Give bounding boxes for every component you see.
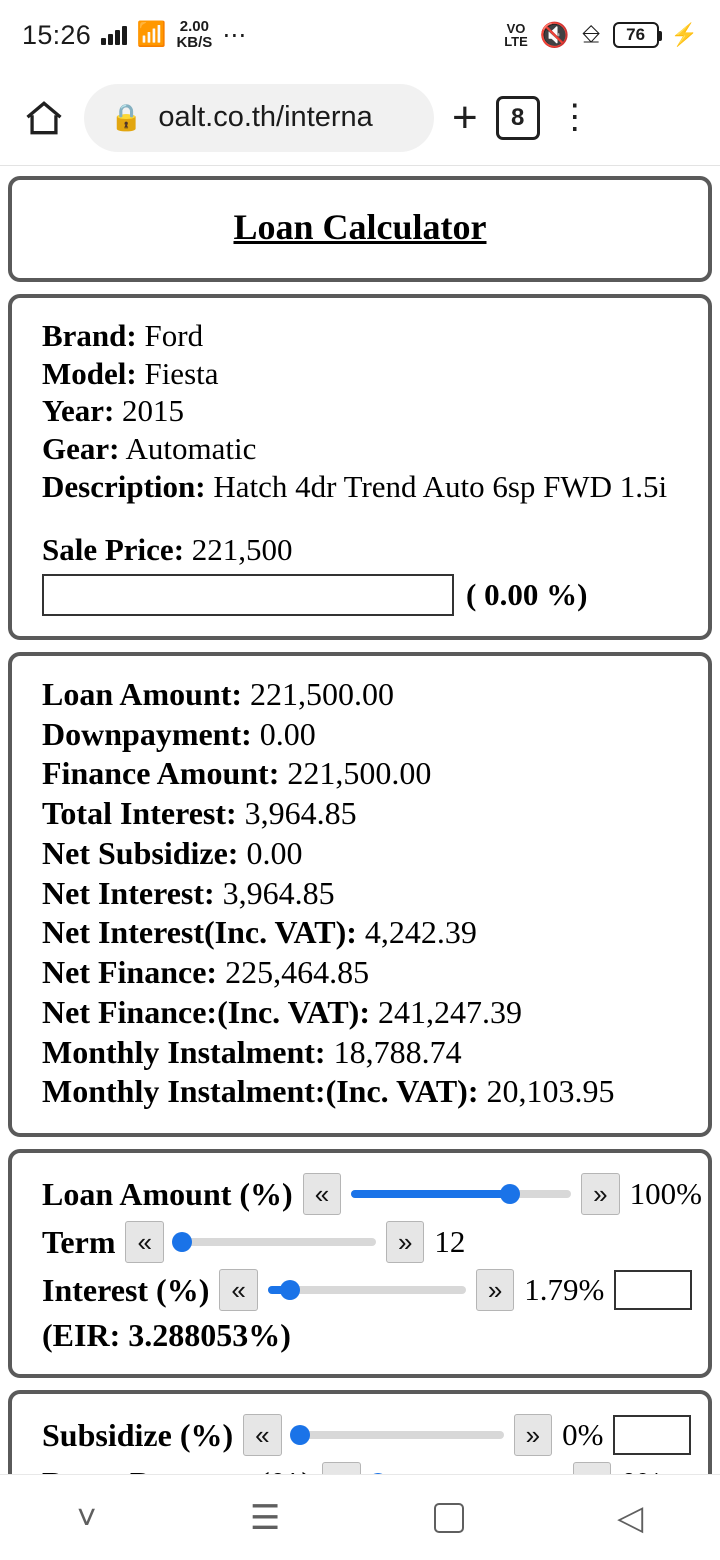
brand-row [42, 318, 678, 354]
interest-slider-row [42, 1269, 678, 1311]
subsidize-label: Subsidize (%) [42, 1416, 234, 1453]
year-value: 2015 [122, 393, 185, 429]
result-label: Net Interest(Inc. VAT): [42, 914, 357, 951]
subsidize-decrement-button[interactable]: « [243, 1414, 281, 1456]
web-page-content [0, 166, 720, 1474]
interest-decrement-button[interactable]: « [219, 1269, 257, 1311]
new-tab-button[interactable]: + [452, 92, 478, 142]
term-slider-row [42, 1221, 678, 1263]
network-speed-unit: KB/S [176, 34, 213, 51]
result-value: 18,788.74 [333, 1033, 462, 1070]
subsidize-slider-thumb[interactable] [290, 1425, 310, 1445]
interest-slider[interactable] [268, 1286, 466, 1294]
result-row [42, 1034, 678, 1072]
result-row [42, 914, 678, 952]
loan-sliders-card [8, 1149, 712, 1378]
result-label: Total Interest: [42, 795, 237, 832]
result-label: Net Finance: [42, 954, 218, 991]
result-row [42, 994, 678, 1032]
year-row [42, 393, 678, 429]
result-value: 221,500.00 [287, 755, 432, 792]
result-label: Monthly Instalment:(Inc. VAT): [42, 1073, 479, 1110]
model-label: Model: [42, 355, 137, 391]
term-label: Term [42, 1223, 116, 1260]
network-speed [176, 19, 212, 51]
battery-indicator: 76 [613, 22, 659, 48]
result-row [42, 795, 678, 833]
result-value: 0.00 [246, 834, 303, 871]
interest-value: 1.79% [524, 1272, 605, 1308]
chevron-down-icon[interactable]: ˅ [76, 1498, 97, 1537]
loan-amount-value: 100% [629, 1176, 702, 1212]
interest-increment-button[interactable]: » [476, 1269, 514, 1311]
interest-slider-thumb[interactable] [280, 1280, 300, 1300]
address-bar[interactable] [84, 84, 434, 152]
interest-input[interactable] [614, 1270, 692, 1310]
brand-label: Brand: [42, 318, 137, 353]
page-title: Loan Calculator [233, 207, 487, 247]
vehicle-info-card [8, 294, 712, 640]
result-value: 3,964.85 [244, 795, 357, 832]
result-value: 241,247.39 [377, 993, 522, 1030]
result-label: Net Finance:(Inc. VAT): [42, 993, 370, 1030]
loan-amount-increment-button[interactable]: » [581, 1173, 619, 1215]
term-slider-thumb[interactable] [172, 1232, 192, 1252]
loan-amount-slider-fill [351, 1190, 509, 1198]
volte-line-2: LTE [504, 34, 528, 49]
result-row [42, 954, 678, 992]
kebab-menu-icon[interactable]: ⋮ [557, 98, 592, 137]
gear-label: Gear: [42, 430, 120, 466]
vibrate-icon: ⎒ [581, 21, 601, 48]
android-status-bar [0, 0, 720, 70]
lock-icon: 🔒 [110, 102, 143, 132]
android-nav-bar [0, 1474, 720, 1560]
subsidize-slider[interactable] [292, 1431, 504, 1439]
volte-icon [504, 22, 528, 48]
result-value: 4,242.39 [364, 914, 477, 951]
result-value: 20,103.95 [486, 1073, 615, 1110]
network-speed-value: 2.00 [179, 18, 209, 36]
term-value: 12 [434, 1224, 466, 1260]
result-label: Net Interest: [42, 874, 215, 911]
ringer-mute-icon: 🔇 [539, 21, 570, 49]
back-triangle-icon[interactable]: ◁ [617, 1498, 644, 1537]
sale-price-label: Sale Price: [42, 532, 185, 568]
sale-price-value: 221,500 [191, 532, 293, 568]
spacer [42, 506, 678, 532]
results-card [8, 652, 712, 1137]
result-value: 0.00 [259, 715, 316, 752]
hamburger-icon[interactable]: ☰ [249, 1498, 281, 1537]
subsidize-input[interactable] [613, 1415, 691, 1455]
interest-label: Interest (%) [42, 1271, 210, 1308]
result-label: Loan Amount: [42, 675, 243, 712]
description-label: Description: [42, 468, 206, 504]
loan-amount-slider[interactable] [351, 1190, 571, 1198]
sale-price-row [42, 532, 678, 568]
description-row [42, 469, 678, 505]
subsidize-increment-button[interactable]: » [514, 1414, 552, 1456]
status-bar-right [504, 21, 698, 50]
gear-value: Automatic [125, 430, 257, 466]
result-value: 3,964.85 [222, 874, 335, 911]
result-label: Net Subsidize: [42, 834, 239, 871]
discount-row [42, 574, 678, 616]
description-value: Hatch 4dr Trend Auto 6sp FWD 1.5i [213, 468, 668, 504]
charging-icon: ⚡ [670, 22, 698, 47]
brand-value: Ford [144, 318, 204, 353]
browser-toolbar [0, 70, 720, 166]
result-value: 225,464.85 [225, 954, 370, 991]
status-bar-left [22, 19, 247, 51]
result-label: Monthly Instalment: [42, 1033, 326, 1070]
term-slider[interactable] [174, 1238, 376, 1246]
url-text: oalt.co.th/interna [158, 101, 373, 133]
result-row [42, 716, 678, 754]
year-label: Year: [42, 393, 115, 429]
result-label: Downpayment: [42, 715, 252, 752]
result-label: Finance Amount: [42, 755, 280, 792]
gear-row [42, 431, 678, 467]
loan-amount-decrement-button[interactable]: « [303, 1173, 341, 1215]
wifi-icon: 📶 [136, 21, 167, 48]
result-row [42, 676, 678, 714]
home-icon[interactable] [22, 96, 66, 140]
square-home-icon[interactable] [434, 1503, 464, 1533]
signal-icon [101, 25, 127, 45]
discount-input[interactable] [42, 574, 454, 616]
term-decrement-button[interactable]: « [125, 1221, 163, 1263]
term-increment-button[interactable]: » [386, 1221, 424, 1263]
discount-percent-note: ( 0.00 %) [466, 576, 588, 612]
status-overflow-icon: ⋯ [222, 21, 248, 49]
tab-switcher-button[interactable]: 8 [496, 96, 540, 140]
clock: 15:26 [22, 19, 92, 50]
volte-line-1: VO [506, 21, 526, 36]
result-row [42, 835, 678, 873]
result-value: 221,500.00 [250, 675, 395, 712]
loan-amount-slider-thumb[interactable] [500, 1184, 520, 1204]
subsidize-slider-row [42, 1414, 678, 1456]
result-row [42, 1073, 678, 1111]
result-row [42, 755, 678, 793]
subsidize-value: 0% [562, 1417, 604, 1453]
model-value: Fiesta [144, 355, 219, 391]
model-row [42, 356, 678, 392]
loan-amount-label: Loan Amount (%) [42, 1175, 293, 1212]
loan-amount-slider-row [42, 1173, 702, 1215]
result-row [42, 875, 678, 913]
title-card [8, 176, 712, 282]
eir-text: (EIR: 3.288053%) [42, 1317, 291, 1354]
